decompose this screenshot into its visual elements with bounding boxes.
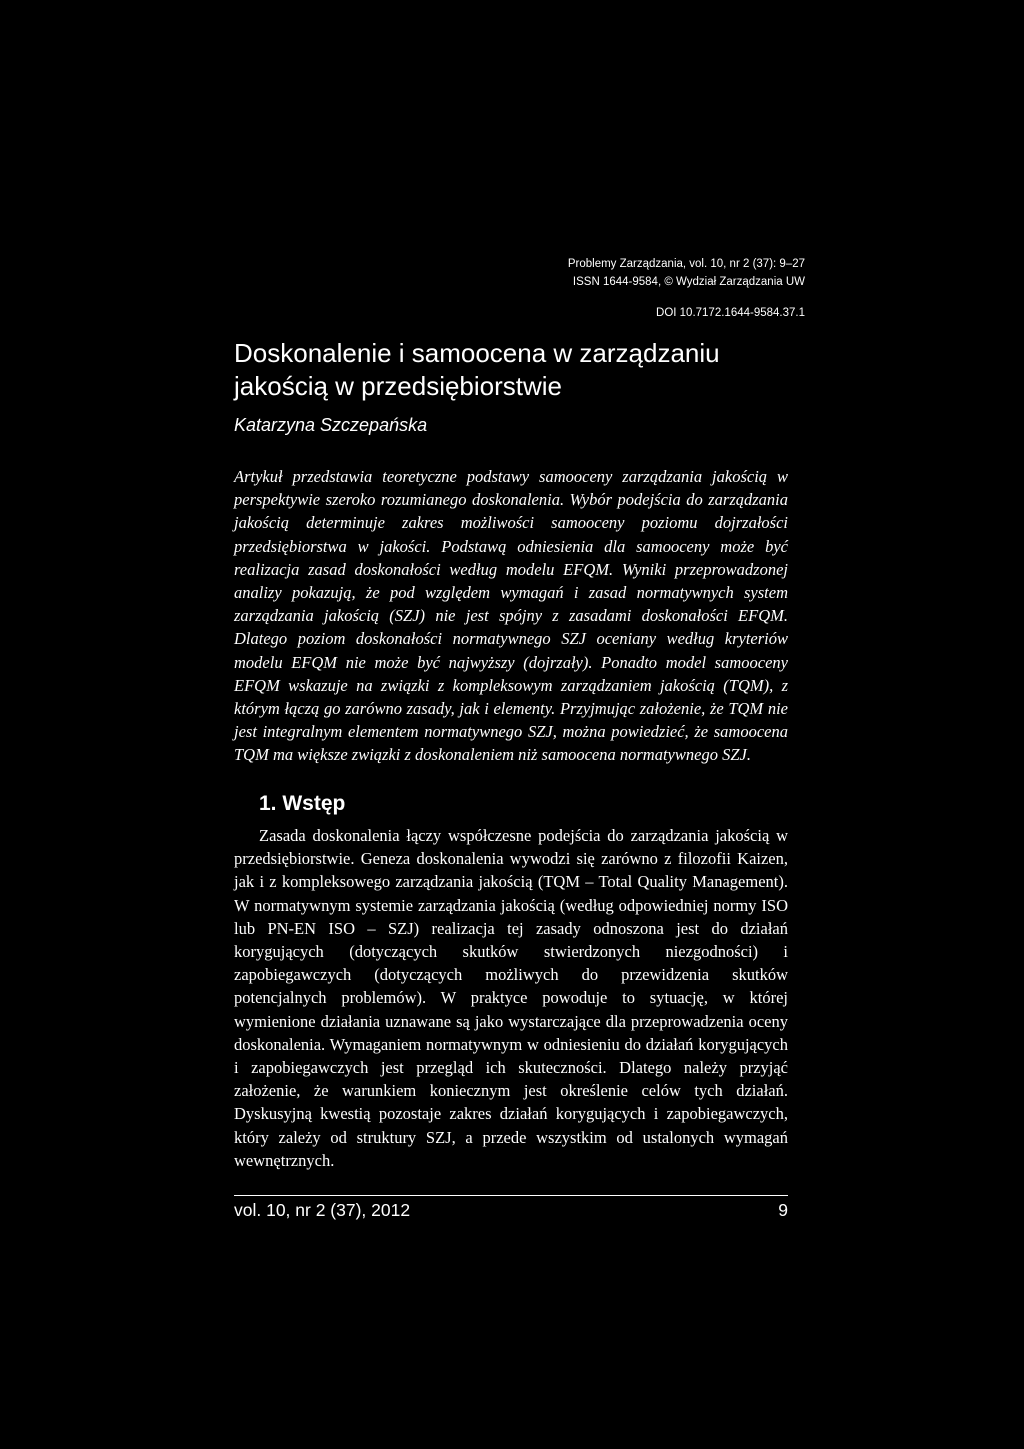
page-number: 9 (778, 1200, 788, 1220)
issn-line: ISSN 1644-9584, © Wydział Zarządzania UW (572, 275, 805, 288)
doi-line[interactable]: DOI 10.7172.1644-9584.37.1 (656, 307, 805, 319)
article-abstract: Artykuł przedstawia teoretyczne podstawy samooceny zarządzania jakością w perspektywie szeroko rozumianego doskonalenia. Wybór podejścia do zarządzania jakością determinuje zakres możliwości samooceny poziomu dojrzałości przedsiębiorstwa w jakości. Podstawą odniesienia dla samooceny może być realizacja zasad doskonałości według modelu EFQM. Wyniki przeprowadzonej analizy pokazują, że pod względem wymagań i zasad normatywnych system zarządzania jakością (SZJ) nie jest spójny z zasadami doskonałości EFQM. Dlatego poziom doskonałości normatywnego SZJ oceniany według kryteriów modelu EFQM nie może być najwyższy (dojrzały). Ponadto model samooceny EFQM wskazuje na związki z kompleksowym zarządzaniem jakością (TQM), z którym łączą go zarówno zasady, jak i elementy. Przyjmując założenie, że TQM nie jest integralnym elementem normatywnego SZJ, można powiedzieć, że samoocena TQM ma większe związki z doskonaleniem niż samoocena normatywnego SZJ. (234, 467, 788, 765)
journal-citation: Problemy Zarządzania, vol. 10, nr 2 (37): 9–27 (567, 258, 805, 270)
section-paragraph: Zasada doskonalenia łączy współczesne podejścia do zarządzania jakością w przedsiębiorstwie. Geneza doskonalenia wywodzi się zarówno z filozofii Kaizen, jak i z kompleksowego zarządzania jakością (TQM – Total Quality Management). W normatywnym systemie zarządzania jakością (według odpowiedniej normy ISO lub PN-EN ISO – SZJ) realizacja tej zasady odnoszona jest do działań korygujących (dotyczących skutków stwierdzonych niezgodności) i zapobiegawczych (dotyczących możliwych do przewidzenia skutków potencjalnych problemów). W praktyce powoduje to sytuację, w której wymienione działania uznawane są jako wystarczające dla przeprowadzenia oceny doskonalenia. Wymaganiem normatywnym w odniesieniu do działań korygujących i zapobiegawczych jest przegląd ich skuteczności. Dlatego należy przyjąć założenie, że warunkiem koniecznym jest określenie celów tych działań. Dyskusyjną kwestią pozostaje zakres działań korygujących i zapobiegawczych, który zależy od struktury SZJ, a przede wszystkim od ustalonych wymagań wewnętrznych. (234, 826, 788, 1170)
footer-issue: vol. 10, nr 2 (37), 2012 (234, 1200, 411, 1220)
footer-divider (234, 1195, 788, 1196)
article-title: Doskonalenie i samoocena w zarządzaniu jakością w przedsiębiorstwie (234, 338, 720, 401)
journal-metadata (568, 256, 805, 323)
article-author: Katarzyna Szczepańska (234, 415, 428, 435)
section-heading: 1. Wstęp (259, 792, 346, 815)
